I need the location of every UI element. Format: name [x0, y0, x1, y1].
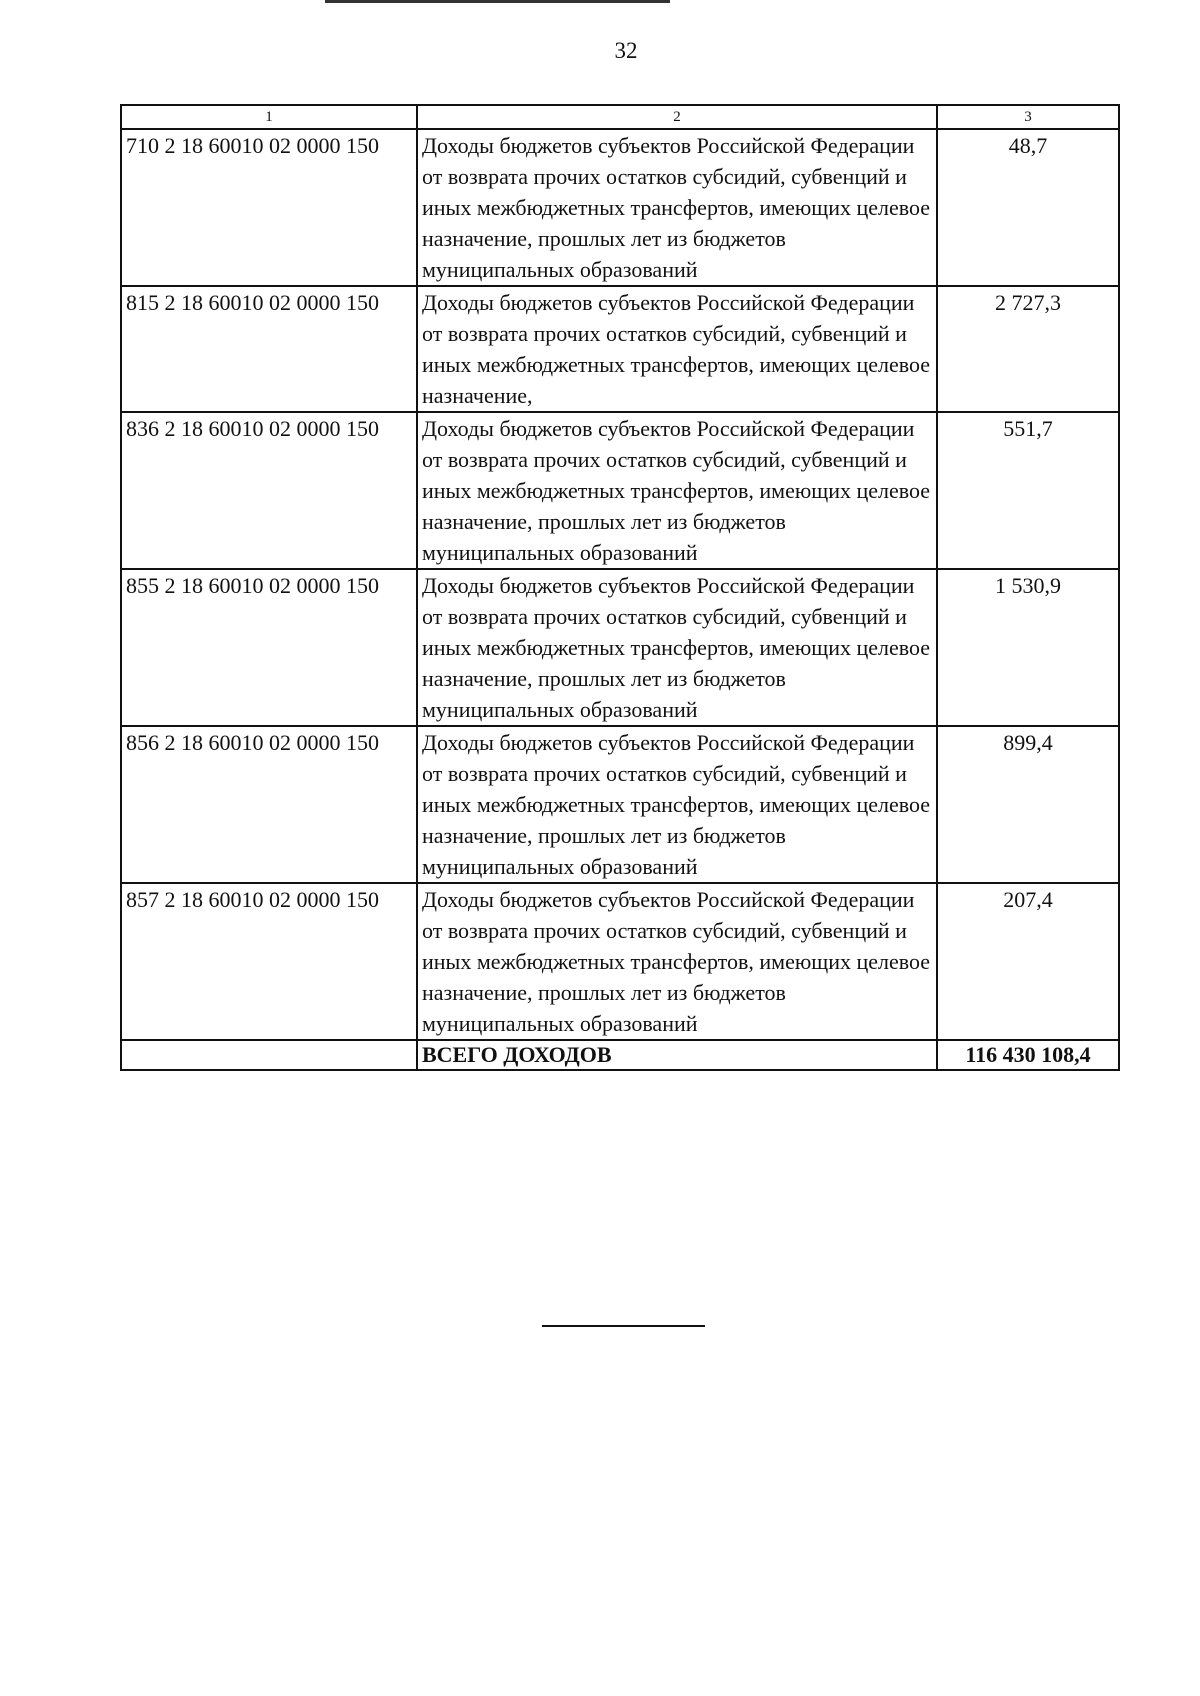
budget-code: 815 2 18 60010 02 0000 150: [121, 286, 417, 412]
total-amount: 116 430 108,4: [937, 1040, 1119, 1070]
total-row: [121, 1040, 1119, 1070]
column-header: 1: [121, 105, 417, 129]
total-code: [121, 1040, 417, 1070]
revenue-description: Доходы бюджетов субъектов Российской Федерации от возврата прочих остатков субсидий, субвенций и иных межбюджетных трансфертов, имеющих целевое назначение, прошлых лет из бюджетов муниципальных образований: [417, 412, 937, 569]
page-number: 32: [614, 38, 638, 63]
revenue-amount: 48,7: [937, 129, 1119, 286]
table-row: [121, 129, 1119, 286]
table-row: [121, 286, 1119, 412]
table-row: [121, 726, 1119, 883]
table-row: [121, 412, 1119, 569]
header-row: [121, 105, 1119, 129]
revenue-table: [120, 104, 1120, 1071]
revenue-description: Доходы бюджетов субъектов Российской Федерации от возврата прочих остатков субсидий, субвенций и иных межбюджетных трансфертов, имеющих целевое назначение, прошлых лет из бюджетов муниципальных образований: [417, 726, 937, 883]
revenue-amount: 1 530,9: [937, 569, 1119, 726]
budget-code: 857 2 18 60010 02 0000 150: [121, 883, 417, 1040]
revenue-amount: 551,7: [937, 412, 1119, 569]
total-label: ВСЕГО ДОХОДОВ: [417, 1040, 937, 1070]
table-row: [121, 569, 1119, 726]
revenue-amount: 2 727,3: [937, 286, 1119, 412]
budget-code: 836 2 18 60010 02 0000 150: [121, 412, 417, 569]
revenue-description: Доходы бюджетов субъектов Российской Федерации от возврата прочих остатков субсидий, субвенций и иных межбюджетных трансфертов, имеющих целевое назначение, прошлых лет из бюджетов муниципальных образований: [417, 569, 937, 726]
budget-code: 855 2 18 60010 02 0000 150: [121, 569, 417, 726]
budget-code: 856 2 18 60010 02 0000 150: [121, 726, 417, 883]
revenue-amount: 207,4: [937, 883, 1119, 1040]
revenue-description: Доходы бюджетов субъектов Российской Федерации от возврата прочих остатков субсидий, субвенций и иных межбюджетных трансфертов, имеющих целевое назначение, прошлых лет из бюджетов муниципальных образований: [417, 129, 937, 286]
revenue-amount: 899,4: [937, 726, 1119, 883]
column-header: 2: [417, 105, 937, 129]
column-header: 3: [937, 105, 1119, 129]
revenue-description: Доходы бюджетов субъектов Российской Федерации от возврата прочих остатков субсидий, субвенций и иных межбюджетных трансфертов, имеющих целевое назначение, прошлых лет из бюджетов муниципальных образований: [417, 883, 937, 1040]
revenue-description: Доходы бюджетов субъектов Российской Федерации от возврата прочих остатков субсидий, субвенций и иных межбюджетных трансфертов, имеющих целевое назначение,: [417, 286, 937, 412]
budget-code: 710 2 18 60010 02 0000 150: [121, 129, 417, 286]
top-rule: [325, 0, 670, 3]
table-row: [121, 883, 1119, 1040]
closing-rule: [542, 1325, 705, 1327]
